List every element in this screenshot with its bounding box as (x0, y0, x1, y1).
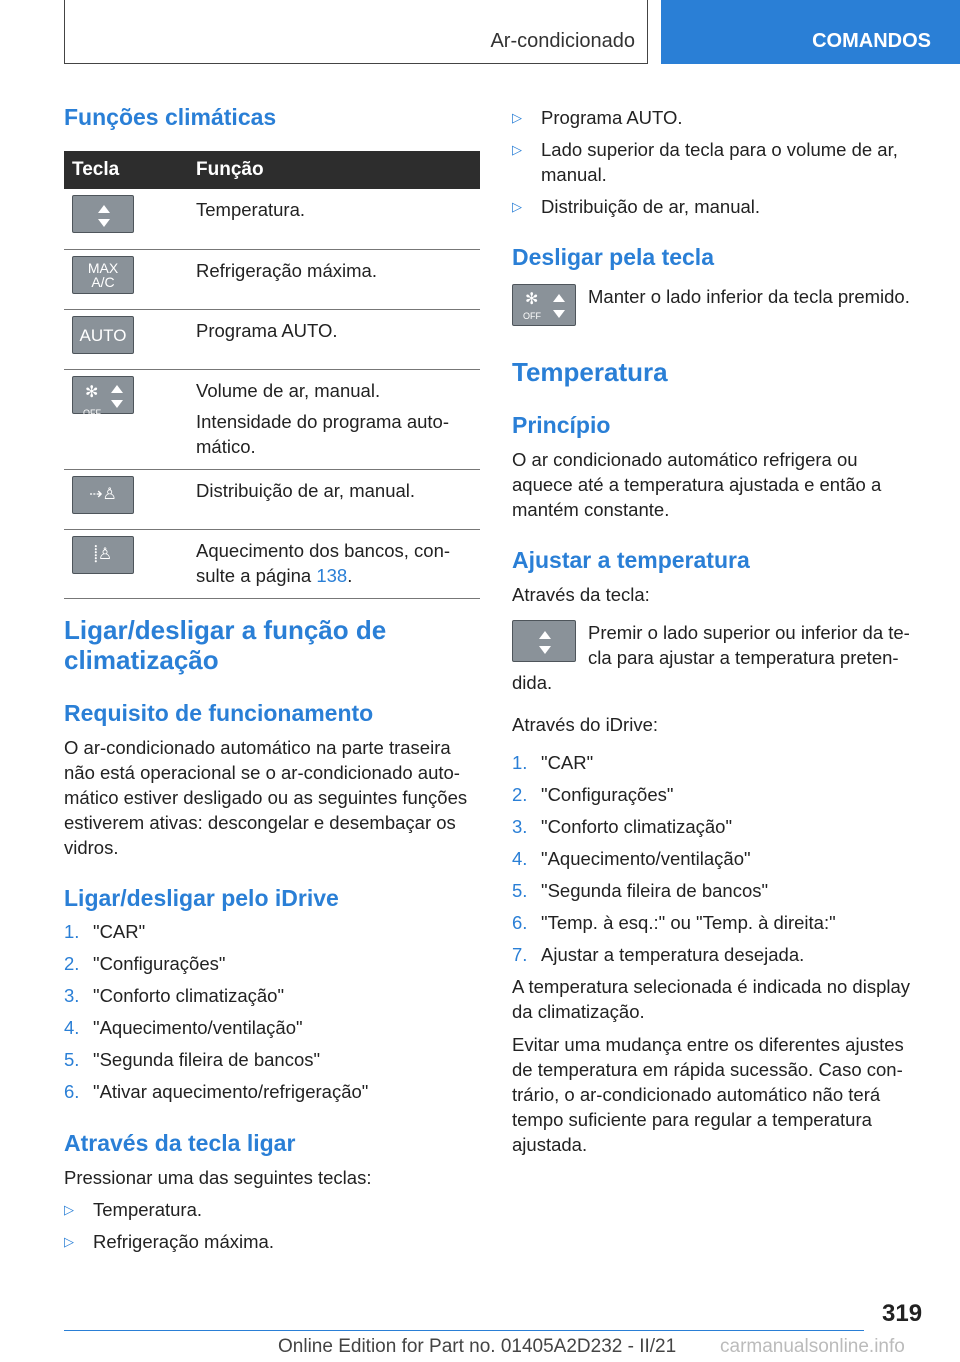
paragraph-indicada: A temperatura selecionada é indicada no display da climatização. (512, 976, 911, 1022)
watermark: carmanualsonline.info (720, 1336, 905, 1357)
fan-off-key-icon: ✻ OFF (512, 284, 576, 326)
paragraph-requisito: O ar-condicionado automático na parte traseira não está operacional se o ar-condicionado auto-mático estiver desligado ou as seguintes funções estiverem ativas: descongelar e desembaçar os vidros. (64, 737, 468, 858)
table-col-tecla: Tecla (64, 151, 188, 189)
list-item: ▷ Distribuição de ar, manual. (512, 196, 761, 217)
list-item: 2. "Configurações" (512, 784, 674, 805)
paragraph-desligar: Manter o lado inferior da tecla premido. (588, 286, 910, 307)
table-cell-line: Intensidade do programa auto-mático. (196, 410, 450, 457)
list-item: 2. "Configurações" (64, 953, 226, 974)
chapter-tab (661, 0, 960, 64)
paragraph-principio: O ar condicionado automático refrigera ou aquece até a temperatura ajustada e então a mantém constante. (512, 449, 882, 520)
table-cell-text: Refrigeração máxima. (188, 249, 480, 309)
page-link[interactable]: 138 (316, 564, 348, 586)
cell-text-end: . (347, 564, 353, 586)
header-section-box (64, 0, 648, 64)
table-cell-text: Temperatura. (188, 189, 480, 249)
list-item: 4. "Aquecimento/ventilação" (512, 848, 751, 869)
temperature-key-icon (72, 195, 134, 233)
page-number: 319 (882, 1300, 923, 1327)
table-cell-text: Distribuição de ar, manual. (188, 469, 480, 529)
list-item: 5. "Segunda fileira de bancos" (64, 1049, 321, 1070)
list-item: 1. "CAR" (64, 921, 146, 942)
premir-block (512, 620, 922, 695)
table-row (64, 309, 480, 369)
heading-desligar: Desligar pela tecla (512, 244, 714, 270)
footer-edition: Online Edition for Part no. 01405A2D232 - II/21 (278, 1336, 677, 1357)
cell-text-part: Aquecimento dos bancos, con-sulte a página (196, 539, 451, 586)
paragraph-pressionar: Pressionar uma das seguintes teclas: (64, 1167, 372, 1188)
table-row (64, 249, 480, 309)
table-row (64, 469, 480, 529)
paragraph-atraves-tecla: Através da tecla: (512, 584, 650, 605)
list-item: ▷ Temperatura. (64, 1199, 202, 1220)
footer-divider (64, 1330, 864, 1331)
heading-temperatura: Temperatura (512, 357, 668, 387)
chapter-tab-label: COMANDOS (812, 30, 931, 52)
table-cell-text (188, 369, 480, 469)
list-item: 3. "Conforto climatização" (64, 985, 285, 1006)
heading-idrive: Ligar/desligar pelo iDrive (64, 885, 339, 911)
list-item: 6. "Ativar aquecimento/refrigeração" (64, 1081, 369, 1102)
idrive-steps-list (64, 919, 480, 1111)
right-steps-list (512, 750, 922, 974)
list-item: 5. "Segunda fileira de bancos" (512, 880, 769, 901)
list-item: ▷ Programa AUTO. (512, 107, 683, 128)
paragraph-premir: Premir o lado superior ou inferior da te-cla para ajustar a temperatura preten-dida. (512, 622, 910, 693)
table-cell-text: Programa AUTO. (188, 309, 480, 369)
list-item: 1. "CAR" (512, 752, 594, 773)
heading-atraves-tecla: Através da tecla ligar (64, 1130, 296, 1156)
fan-off-key-icon: ✻ OFF (72, 376, 134, 414)
list-item: 3. "Conforto climatização" (512, 816, 733, 837)
temperature-key-icon (512, 620, 576, 662)
max-ac-key-icon: MAX A/C (72, 256, 134, 294)
paragraph-atraves-idrive: Através do iDrive: (512, 714, 658, 735)
auto-key-icon: AUTO (72, 316, 134, 354)
table-row (64, 189, 480, 249)
table-row (64, 529, 480, 598)
heading-funcoes-climaticas: Funções climáticas (64, 104, 277, 130)
seat-heating-key-icon: ⸽♙ (72, 536, 134, 574)
heading-ajustar: Ajustar a temperatura (512, 547, 750, 573)
heading-principio: Princípio (512, 412, 611, 438)
table-cell-line: Volume de ar, manual. (196, 379, 381, 401)
list-item: 7. Ajustar a temperatura desejada. (512, 944, 805, 965)
paragraph-evitar: Evitar uma mudança entre os diferentes ajustes de temperatura em rápida sucessão. Caso con-trário, o ar-condicionado automático não terá tempo suficiente para regular a temperatura ajustada. (512, 1034, 904, 1155)
right-bullet-list (512, 105, 922, 226)
table-header-row (64, 151, 480, 189)
air-distribution-key-icon: ⇢♙ (72, 476, 134, 514)
table-row (64, 369, 480, 469)
heading-ligar-desligar: Ligar/desligar a função de climatização (64, 615, 387, 675)
heading-requisito: Requisito de funcionamento (64, 700, 374, 726)
left-bullet-list (64, 1197, 480, 1261)
table-col-funcao: Função (188, 151, 480, 189)
list-item: 6. "Temp. à esq.:" ou "Temp. à direita:" (512, 912, 836, 933)
section-title: Ar-condicionado (490, 30, 635, 52)
functions-table (64, 151, 480, 599)
table-cell-text (188, 529, 480, 598)
list-item: 4. "Aquecimento/ventilação" (64, 1017, 303, 1038)
desligar-row (512, 284, 922, 326)
list-item: ▷ Lado superior da tecla para o volume de ar, manual. (512, 139, 898, 185)
list-item: ▷ Refrigeração máxima. (64, 1231, 274, 1252)
